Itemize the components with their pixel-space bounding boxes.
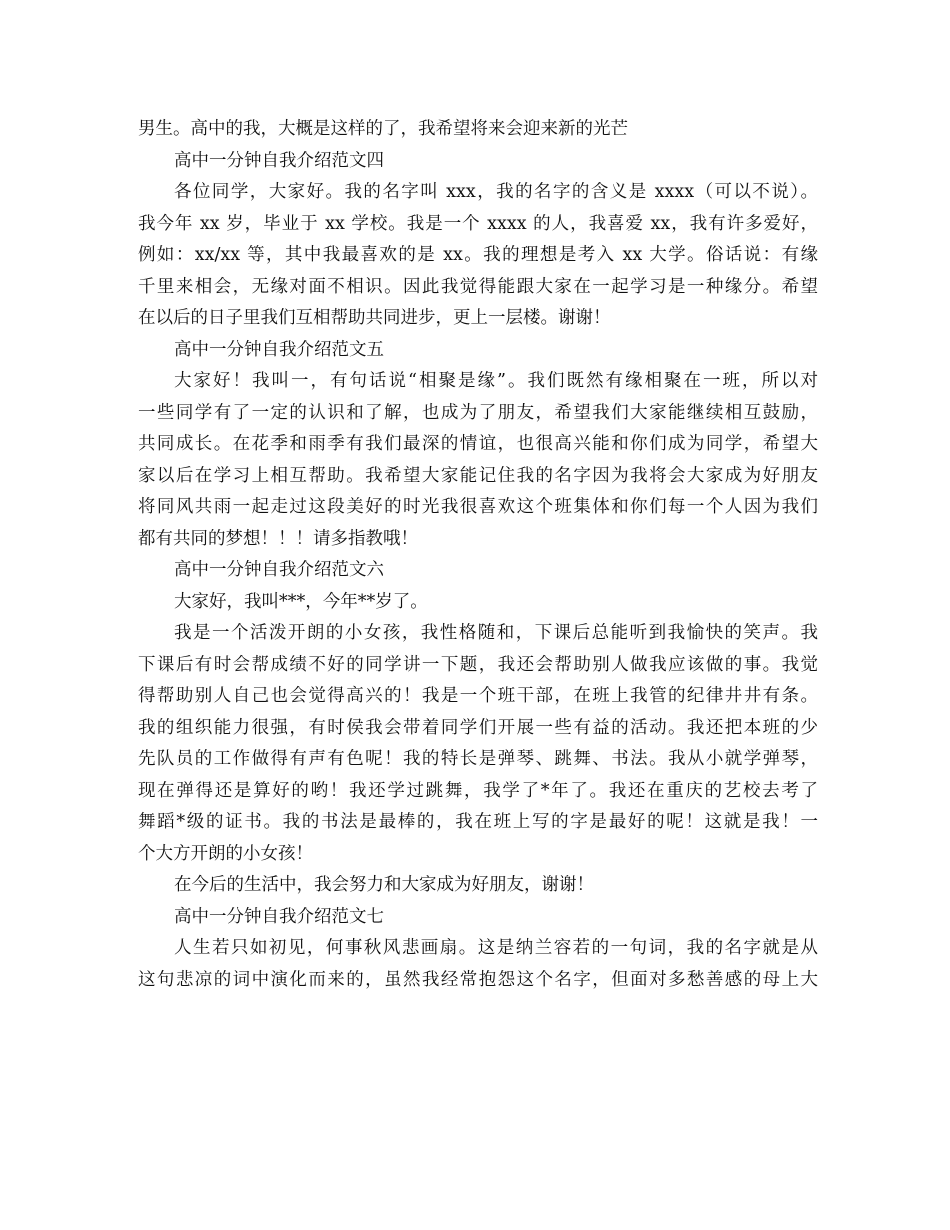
paragraph-line: 这句悲凉的词中演化而来的，虽然我经常抱怨这个名字，但面对多愁善感的母上大 <box>138 969 818 990</box>
paragraph-line: 在以后的日子里我们互相帮助共同进步，更上一层楼。谢谢！ <box>138 308 611 328</box>
paragraph-line: 各位同学，大家好。我的名字叫 xxx，我的名字的含义是 xxxx（可以不说）。 <box>174 182 818 202</box>
paragraph-line: 个大方开朗的小女孩！ <box>138 843 313 864</box>
paragraph-line: 我是一个活泼开朗的小女孩，我性格随和，下课后总能听到我愉快的笑声。我 <box>174 623 818 643</box>
paragraph-line: 在今后的生活中，我会努力和大家成为好朋友，谢谢！ <box>174 875 594 895</box>
paragraph-line: 一些同学有了一定的认识和了解，也成为了朋友，希望我们大家能继续相互鼓励， <box>138 402 818 423</box>
section-heading: 高中一分钟自我介绍范文七 <box>174 906 384 927</box>
paragraph-line: 下课后有时会帮成绩不好的同学讲一下题，我还会帮助别人做我应该做的事。我觉 <box>138 654 818 675</box>
paragraph-line: 大家好！我叫一，有句话说“相聚是缘”。我们既然有缘相聚在一班，所以对 <box>174 371 818 391</box>
paragraph-line: 家以后在学习上相互帮助。我希望大家能记住我的名字因为我将会大家成为好朋友 <box>138 465 818 486</box>
paragraph-line: 我的组织能力很强，有时侯我会带着同学们开展一些有益的活动。我还把本班的少 <box>138 717 818 738</box>
document-page <box>138 114 818 996</box>
paragraph-line: 得帮助别人自己也会觉得高兴的！我是一个班干部，在班上我管的纪律井井有条。 <box>138 686 818 706</box>
paragraph-line: 男生。高中的我，大概是这样的了，我希望将来会迎来新的光芒 <box>138 119 628 139</box>
paragraph-line: 舞蹈*级的证书。我的书法是最棒的，我在班上写的字是最好的呢！这就是我！一 <box>138 812 818 832</box>
section-heading: 高中一分钟自我介绍范文五 <box>174 339 384 360</box>
paragraph-line: 千里来相会，无缘对面不相识。因此我觉得能跟大家在一起学习是一种缘分。希望 <box>138 276 818 297</box>
paragraph-line: 将同风共雨一起走过这段美好的时光我很喜欢这个班集体和你们每一个人因为我们 <box>138 497 818 517</box>
paragraph-line: 都有共同的梦想！！！请多指教哦！ <box>138 528 418 549</box>
paragraph-line: 现在弹得还是算好的哟！我还学过跳舞，我学了*年了。我还在重庆的艺校去考了 <box>138 780 818 801</box>
paragraph-line: 先队员的工作做得有声有色呢！我的特长是弹琴、跳舞、书法。我从小就学弹琴， <box>138 749 818 769</box>
paragraph-line: 我今年 xx 岁，毕业于 xx 学校。我是一个 xxxx 的人，我喜爱 xx，我有许多爱好， <box>138 213 818 234</box>
paragraph-line: 共同成长。在花季和雨季有我们最深的情谊，也很高兴能和你们成为同学，希望大 <box>138 434 818 454</box>
paragraph-line: 例如：xx/xx 等，其中我最喜欢的是 xx。我的理想是考入 xx 大学。俗话说：有缘 <box>138 245 818 265</box>
paragraph-line: 人生若只如初见，何事秋风悲画扇。这是纳兰容若的一句词，我的名字就是从 <box>174 938 818 958</box>
paragraph-line: 大家好，我叫***，今年**岁了。 <box>174 591 428 612</box>
section-heading: 高中一分钟自我介绍范文四 <box>174 150 384 171</box>
section-heading: 高中一分钟自我介绍范文六 <box>174 560 384 580</box>
